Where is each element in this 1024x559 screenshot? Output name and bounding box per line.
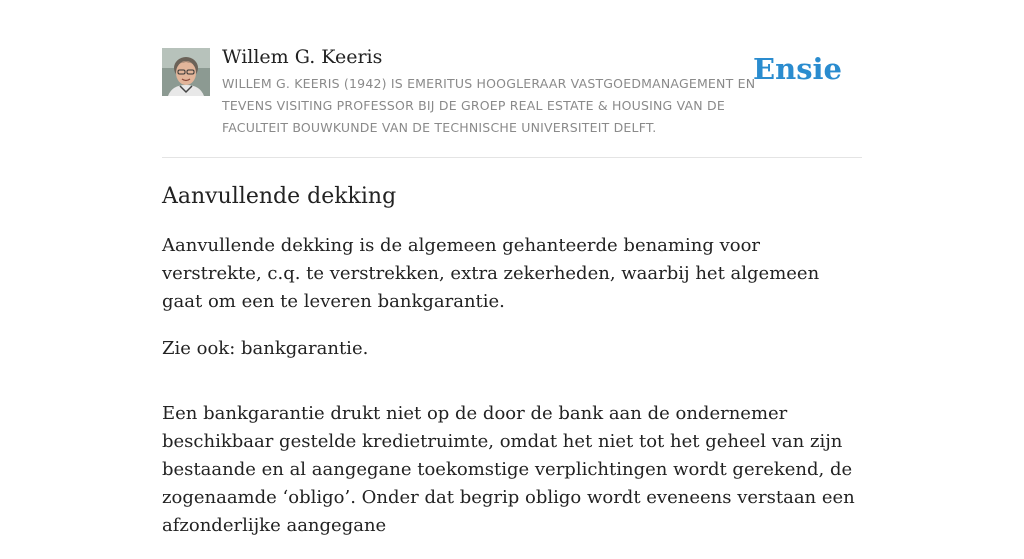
author-avatar[interactable] — [162, 48, 210, 96]
article — [162, 178, 862, 559]
see-also — [162, 335, 862, 363]
see-also-link-bankgarantie[interactable]: bankgarantie — [241, 338, 363, 359]
portrait-icon — [162, 48, 210, 96]
see-also-suffix: . — [362, 338, 369, 359]
article-title: Aanvullende dekking — [162, 184, 397, 209]
ensie-logo-link[interactable]: Ensie — [753, 52, 842, 86]
spacer — [162, 382, 862, 400]
see-also-prefix: Zie ook: — [162, 338, 242, 359]
author-header — [162, 44, 862, 158]
author-name[interactable]: Willem G. Keeris — [222, 46, 383, 68]
body-paragraph: Een bankgarantie drukt niet op de door de bank aan de ondernemer beschikbaar gestelde kredietruimte, omdat het niet tot het geheel van zijn bestaande en al aangegane toekomstige verplichtingen wordt gerekend, de zogenaamde ‘obligo’. Onder dat begrip obligo wordt eveneens verstaan een afzonderlijke aangegane — [162, 403, 855, 536]
author-bio: WILLEM G. KEERIS (1942) IS EMERITUS HOOGLERAAR VASTGOEDMANAGEMENT EN TEVENS VISITING PROFESSOR BIJ DE GROEP REAL ESTATE & HOUSING VAN DE FACULTEIT BOUWKUNDE VAN DE TECHNISCHE UNIVERSITEIT DELFT. — [222, 76, 756, 135]
definition-paragraph: Aanvullende dekking is de algemeen gehanteerde benaming voor verstrekte, c.q. te verstrekken, extra zekerheden, waarbij het algemeen gaat om een te leveren bankgarantie. — [162, 235, 820, 312]
